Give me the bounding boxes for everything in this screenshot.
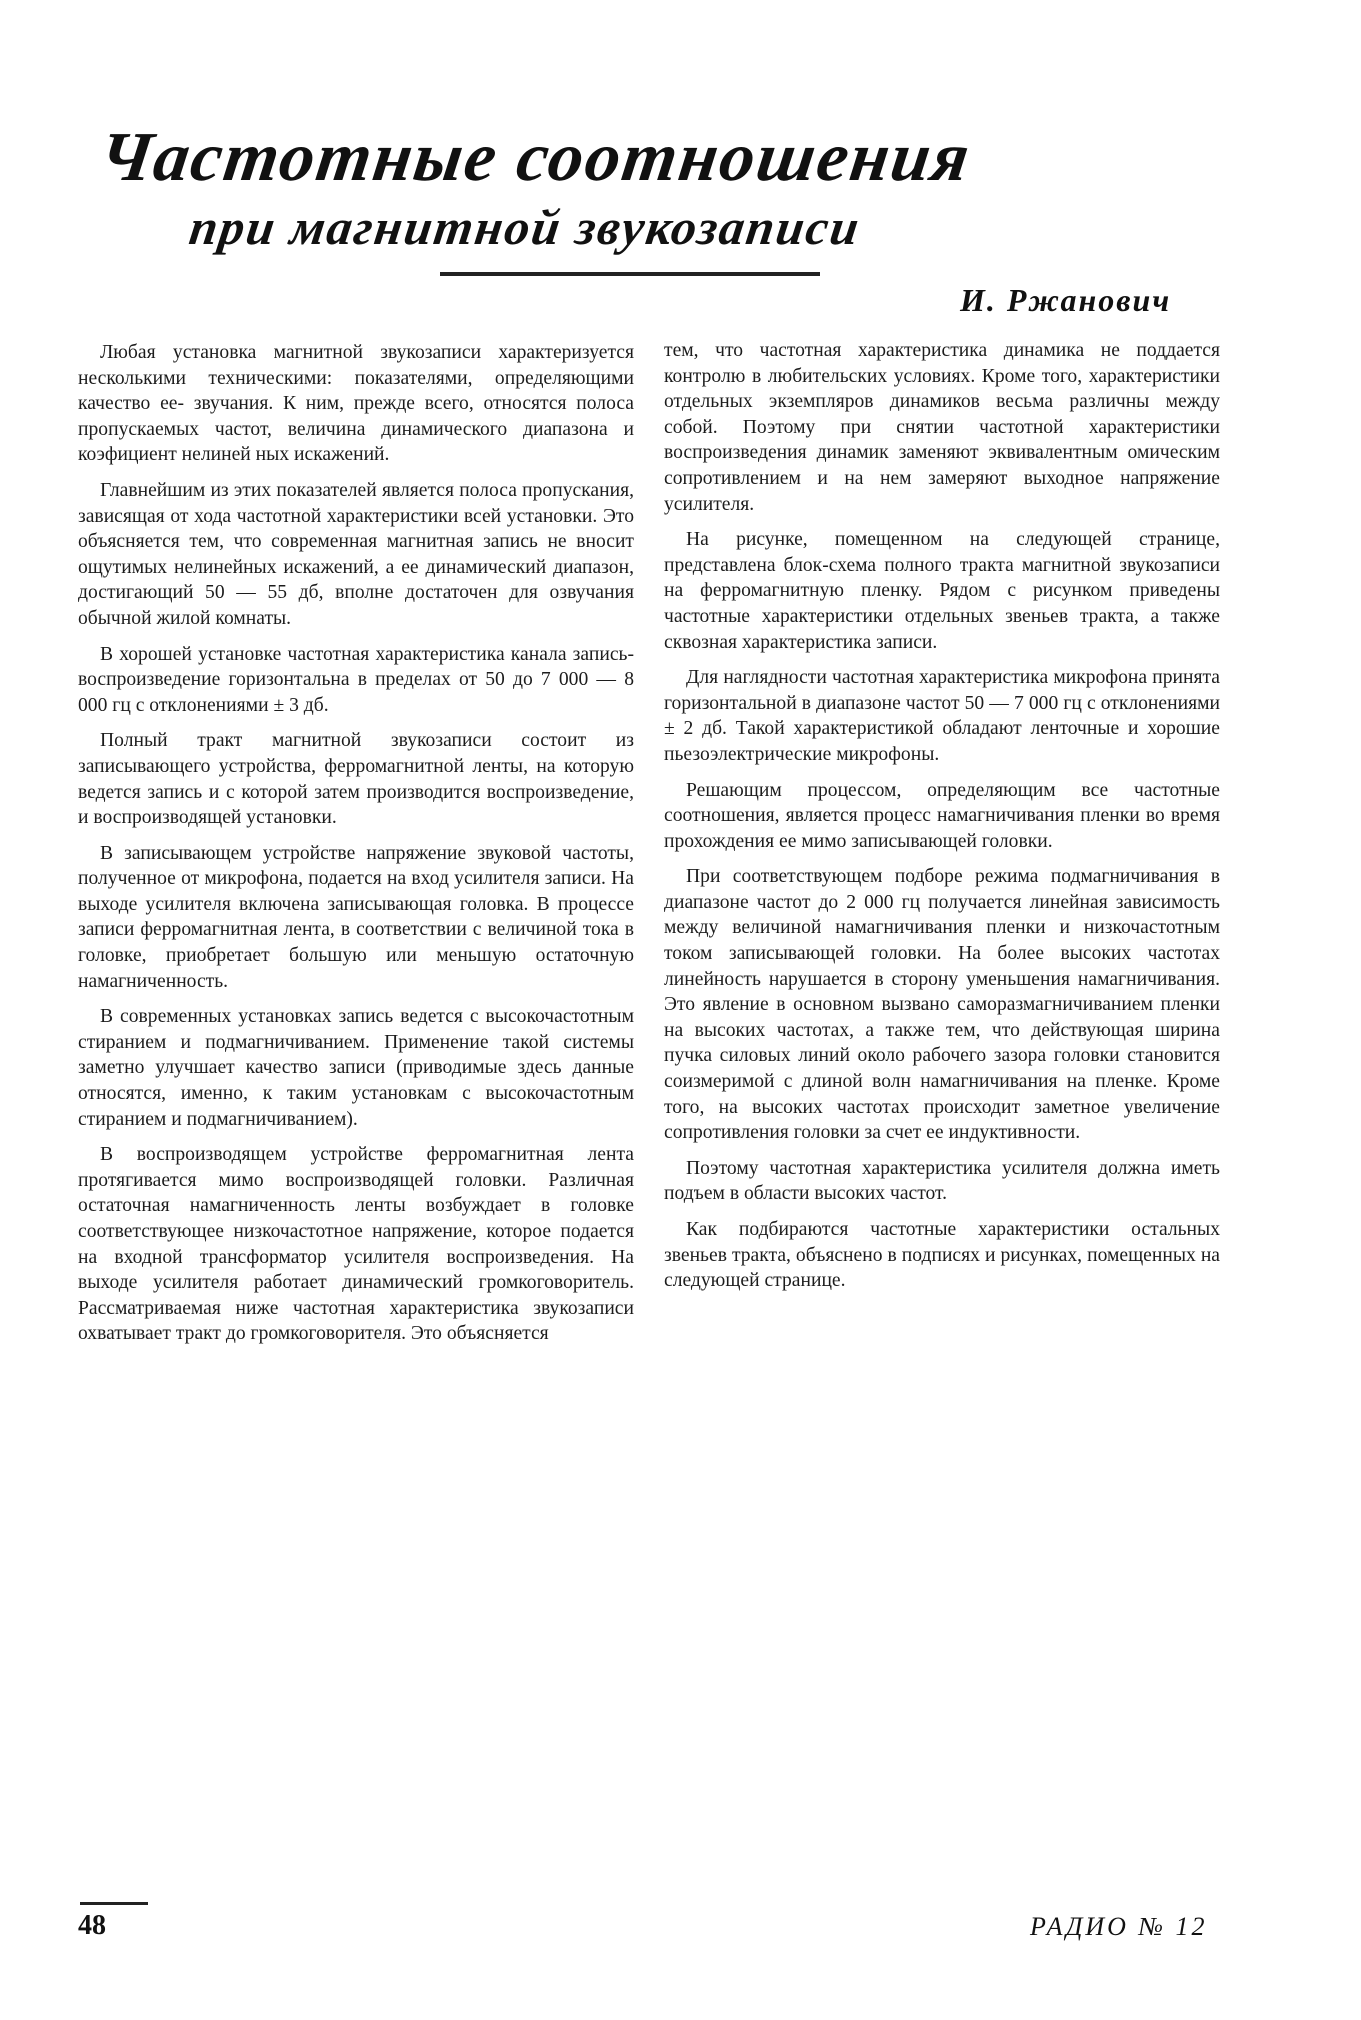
paragraph: Для наглядности частотная характеристика микрофона принята горизонтальной в диапазоне частот 50 — 7 000 гц с отклонениями ± 2 дб. Такой характеристикой обладают ленточные и хорошие пьезоэлектрические микрофоны.	[664, 667, 1220, 765]
paragraph: При соответствующем подборе режима подмагничивания в диапазоне частот до 2 000 гц получается линейная зависимость между величиной намагничивания пленки и низкочастотным током записывающей головки. На более высоких частотах линейность нарушается в сторону уменьшения намагничивания. Это явление в основном вызвано саморазмагничиванием пленки на высоких частотах, а также тем, что действующая ширина пучка силовых линий около рабочего зазора головки становится соизмеримой с длиной волн намагничивания на пленке. Кроме того, на высоких частотах происходит заметное увеличение сопротивления головки за счет ее индуктивности.	[664, 866, 1220, 1144]
right-column	[664, 338, 1220, 1304]
paragraph: В записывающем устройстве напряжение звуковой частоты, полученное от микрофона, подается на вход усилителя записи. На выходе усилителя включена записывающая головка. В процессе записи ферромагнитная лента, в соответствии с величиной тока в головке, приобретает большую или меньшую остаточную намагниченность.	[78, 842, 634, 992]
left-column	[78, 340, 634, 1357]
paragraph: Главнейшим из этих показателей является полоса пропускания, зависящая от хода частотной характеристики всей установки. Это объясняется тем, что современная магнитная запись не вносит ощутимых нелинейных искажений, а ее динамический диапазон, достигающий 50 — 55 дб, вполне достаточен для озвучания обычной жилой комнаты.	[78, 479, 634, 629]
article-subtitle: при магнитной звукозаписи	[186, 199, 865, 255]
paragraph: тем, что частотная характеристика динамика не поддается контролю в любительских условиях. Кроме того, характеристики отдельных экземпляров динамиков весьма различны между собой. Поэтому при снятии частотной характеристики воспроизведения динамик заменяют эквивалентным омическим сопротивлением и на нем замеряют выходное напряжение усилителя.	[664, 340, 1220, 515]
magazine-name: РАДИО № 12	[1030, 1912, 1208, 1941]
paragraph: Поэтому частотная характеристика усилителя должна иметь подъем в области высоких частот.	[664, 1157, 1220, 1205]
page-number: 48	[78, 1910, 106, 1941]
author-name: И. Ржанович	[960, 282, 1172, 318]
paragraph: Полный тракт магнитной звукозаписи состоит из записывающего устройства, ферромагнитной ленты, на которую ведется запись и с которой затем производится воспроизведение, и воспроизводящей установки.	[78, 730, 634, 829]
title-underline	[440, 272, 820, 276]
footer-rule	[80, 1902, 148, 1905]
paragraph: В современных установках запись ведется с высокочастотным стиранием и подмагничиванием. Применение такой системы заметно улучшает качество записи (приводимые здесь данные относятся, именно, к таким установкам с высокочастотным стиранием и подмагничиванием).	[78, 1006, 634, 1130]
paragraph: Решающим процессом, определяющим все частотные соотношения, является процесс намагничивания пленки во время прохождения ее мимо записывающей головки.	[664, 779, 1220, 852]
paragraph: Любая установка магнитной звукозаписи характеризуется несколькими техническими: показателями, определяющими качество ее- звучания. К ним, прежде всего, относятся полоса пропускаемых частот, величина динамического диапазона и коэфициент нелиней ных искажений.	[78, 342, 634, 466]
article-title: Частотные соотношения	[94, 119, 976, 196]
paragraph: В воспроизводящем устройстве ферромагнитная лента протягивается мимо воспроизводящей головки. Различная остаточная намагниченность ленты возбуждает в головке соответствующее низкочастотное напряжение, которое подается на входной трансформатор усилителя воспроизведения. На выходе усилителя работает динамический громкоговоритель. Рассматриваемая ниже частотная характеристика звукозаписи охватывает тракт до громкоговорителя. Это объясняется	[78, 1144, 634, 1345]
paragraph: Как подбираются частотные характеристики остальных звеньев тракта, объяснено в подписях и рисунках, помещенных на следующей странице.	[664, 1219, 1220, 1292]
paragraph: В хорошей установке частотная характеристика канала запись-воспроизведение горизонтальна в пределах от 50 до 7 000 — 8 000 гц с отклонениями ± 3 дб.	[78, 643, 634, 716]
paragraph: На рисунке, помещенном на следующей странице, представлена блок-схема полного тракта магнитной звукозаписи на ферромагнитную пленку. Рядом с рисунком приведены частотные характеристики отдельных звеньев тракта, а также сквозная характеристика записи.	[664, 529, 1220, 653]
